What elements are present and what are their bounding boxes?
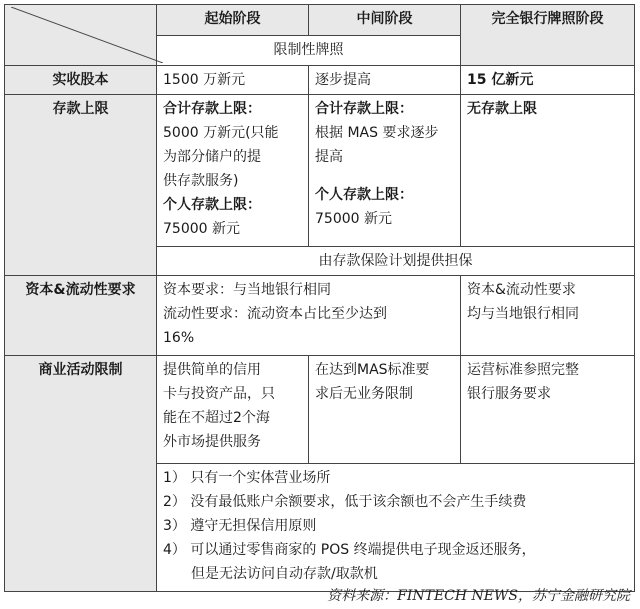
deposit-start-line: 5000 万新元(只能 [163,125,279,141]
restricted-license-header: 限制性牌照 [157,35,461,66]
row-label-business: 商业活动限制 [5,356,157,592]
restriction-item: 3） 遵守无担保信用原则 [163,518,317,534]
deposit-middle [309,95,461,247]
deposit-start-line: 供存款服务) [163,173,239,189]
liquidity-full [461,276,635,356]
restriction-item: 4） 可以通过零售商家的 POS 终端提供电子现金返还服务， [163,542,536,558]
restriction-item: 1） 只有一个实体营业场所 [163,470,331,486]
business-middle-line: 求后无业务限制 [315,386,413,402]
licensing-stages-table [4,4,635,592]
capital-start: 1500 万新元 [157,66,309,95]
header-middle-stage: 中间阶段 [309,5,461,36]
restriction-item-continued: 但是无法访问自动存款/取款机 [191,566,378,582]
liquidity-line: 资本要求：与当地银行相同 [163,282,331,298]
liquidity-line: 16% [163,330,195,346]
business-start-line: 提供简单的信用 [163,362,261,378]
corner-cell [5,5,157,66]
row-label-capital: 实收股本 [5,66,157,95]
source-caption: 资料来源：FINTECH NEWS，苏宁金融研究院 [327,588,630,604]
deposit-middle-line: 合计存款上限： [315,101,413,117]
deposit-start [157,95,309,247]
business-full [461,356,635,464]
business-start-line: 外市场提供服务 [163,434,261,450]
capital-full: 15 亿新元 [461,66,635,95]
capital-middle: 逐步提高 [309,66,461,95]
row-label-liquidity: 资本&流动性要求 [5,276,157,356]
deposit-start-line: 为部分储户的提 [163,149,261,165]
deposit-middle-line: 根据 MAS 要求逐步 [315,125,439,141]
deposit-insurance-note: 由存款保险计划提供担保 [157,247,635,276]
deposit-start-line: 个人存款上限： [163,197,261,213]
header-full-license-stage: 完全银行牌照阶段 [461,5,635,66]
deposit-start-line: 合计存款上限： [163,101,261,117]
liquidity-line: 流动性要求：流动资本占比至少达到 [163,306,387,322]
business-full-line: 银行服务要求 [467,386,551,402]
business-start-line: 能在不超过2个海 [163,410,270,426]
business-start-line: 卡与投资产品，只 [163,386,275,402]
liquidity-full-line: 均与当地银行相同 [467,306,579,322]
deposit-middle-line: 提高 [315,149,343,165]
deposit-start-line: 75000 新元 [163,221,240,237]
deposit-middle-line: 个人存款上限： [315,187,413,203]
business-middle [309,356,461,464]
business-common-restrictions [157,464,635,592]
row-label-deposit: 存款上限 [5,95,157,276]
diagonal-line [11,7,163,63]
header-start-stage: 起始阶段 [157,5,309,36]
business-middle-line: 在达到MAS标准要 [315,362,430,378]
restriction-item: 2） 没有最低账户余额要求，低于该余额也不会产生手续费 [163,494,527,510]
liquidity-full-line: 资本&流动性要求 [467,282,576,298]
deposit-middle-line: 75000 新元 [315,211,392,227]
liquidity-start-middle [157,276,461,356]
business-full-line: 运营标准参照完整 [467,362,579,378]
business-start [157,356,309,464]
deposit-full: 无存款上限 [461,95,635,247]
